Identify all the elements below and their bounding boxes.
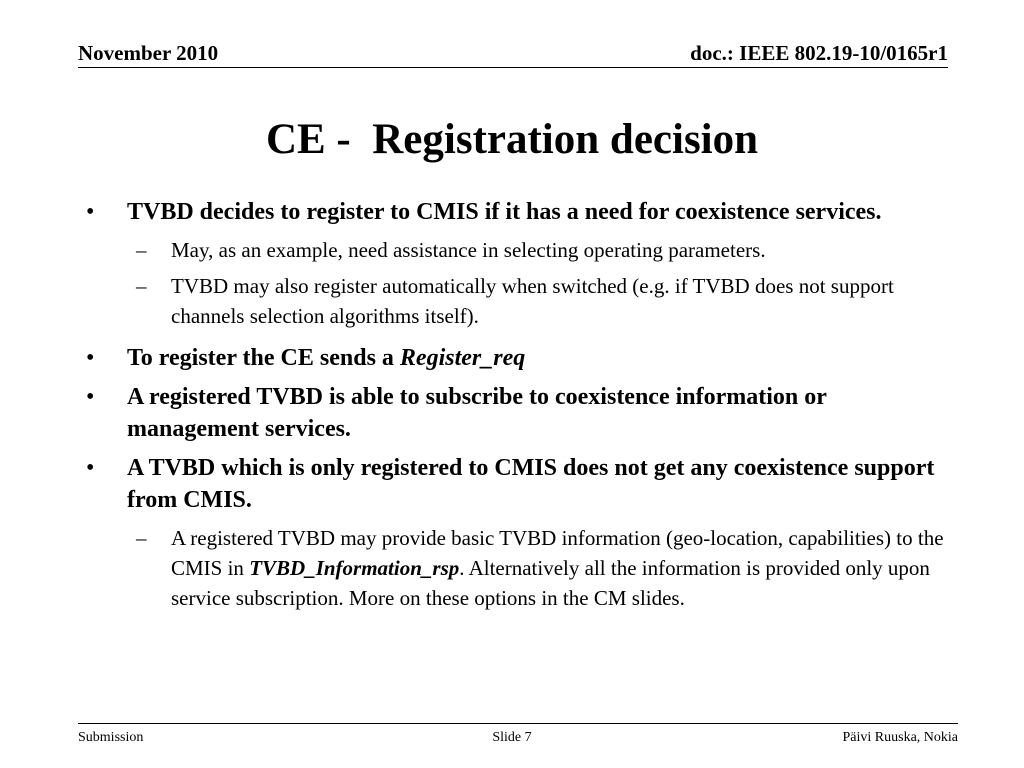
bullet-item <box>80 381 950 445</box>
bullet-item <box>80 452 950 516</box>
bullet-item <box>80 196 950 228</box>
bullet-text: A TVBD which is only registered to CMIS does not get any coexistence support from CMIS. <box>127 455 935 513</box>
message-name: Register_req <box>399 345 526 371</box>
footer-divider <box>78 723 958 724</box>
bullet-item <box>80 342 950 374</box>
bullet-text: To register the CE sends a <box>127 345 400 371</box>
header-date: November 2010 <box>78 41 219 65</box>
header-doc-id: doc.: IEEE 802.19-10/0165r1 <box>690 41 948 65</box>
bullet-text: A registered TVBD is able to subscribe to coexistence information or management services. <box>127 384 827 442</box>
dash-icon: – <box>136 238 147 262</box>
dash-icon: – <box>136 274 147 298</box>
sub-bullet-text-suffix: . Alternatively all the information is provided only upon service subscription. More on these options in the CM slides. <box>171 556 930 610</box>
bullet-text: TVBD decides to register to CMIS if it has a need for coexistence services. <box>127 199 882 225</box>
message-name: TVBD_Information_rsp <box>249 556 460 580</box>
footer-submission: Submission <box>78 730 144 745</box>
sub-bullet-item <box>80 523 950 613</box>
bullet-icon: • <box>86 345 95 371</box>
sub-bullet-text: TVBD may also register automatically when switched (e.g. if TVBD does not support channels selection algorithms itself). <box>171 274 894 328</box>
sub-bullet-item <box>80 235 950 265</box>
footer-author: Päivi Ruuska, Nokia <box>842 730 958 745</box>
bullet-icon: • <box>86 384 95 410</box>
bullet-icon: • <box>86 455 95 481</box>
dash-icon: – <box>136 526 147 550</box>
slide-title: CE - Registration decision <box>265 116 759 163</box>
bullet-icon: • <box>86 199 95 225</box>
sub-bullet-item <box>80 271 950 331</box>
sub-bullet-text: May, as an example, need assistance in selecting operating parameters. <box>171 238 766 262</box>
header-divider <box>78 67 948 68</box>
sub-bullet-text: A registered TVBD may provide basic TVBD information (geo-location, capabilities) to the CMIS in <box>171 526 944 580</box>
slide-body <box>80 196 950 619</box>
footer-slide-number: Slide 7 <box>492 730 532 745</box>
